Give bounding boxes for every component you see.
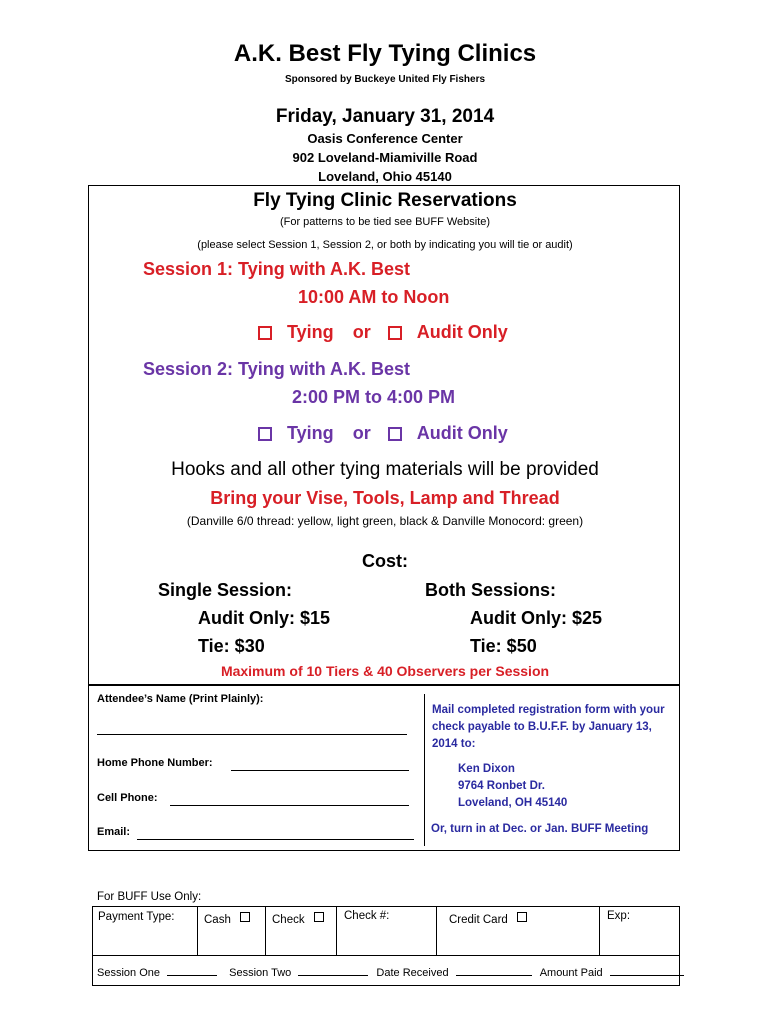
single-audit-price: Audit Only: $15	[198, 608, 331, 628]
date-received-field[interactable]	[456, 975, 532, 976]
date-received-label: Date Received	[376, 967, 449, 979]
session2-audit-checkbox[interactable]	[388, 427, 402, 441]
both-sessions-label: Both Sessions:	[425, 580, 557, 600]
page-title: A.K. Best Fly Tying Clinics	[233, 40, 537, 67]
credit-card-label: Credit Card	[449, 914, 508, 926]
mail-street: 9764 Ronbet Dr.	[458, 780, 545, 792]
session2-time: 2:00 PM to 4:00 PM	[292, 387, 456, 407]
session1-title: Session 1: Tying with A.K. Best	[143, 259, 411, 279]
thread-note: (Danville 6/0 thread: yellow, light green, black & Danville Monocord: green)	[186, 514, 584, 528]
payment-type-label: Payment Type:	[98, 911, 175, 923]
session2-or-label: or	[352, 423, 371, 443]
buff-use-title: For BUFF Use Only:	[97, 891, 202, 903]
mail-instructions: Mail completed registration form with your check payable to B.U.F.F. by January 13, 2014 to:	[432, 704, 665, 750]
venue-street: 902 Loveland-Miamiville Road	[292, 150, 478, 165]
patterns-note: (For patterns to be tied see BUFF Website)	[279, 216, 491, 228]
mail-alternative: Or, turn in at Dec. or Jan. BUFF Meeting	[431, 823, 649, 835]
session-one-field[interactable]	[167, 975, 217, 976]
session-two-field[interactable]	[298, 975, 368, 976]
exp-label: Exp:	[607, 910, 631, 922]
amount-paid-label: Amount Paid	[539, 967, 603, 979]
single-session-label: Single Session:	[158, 580, 293, 600]
table-col-divider	[197, 907, 198, 955]
session1-tying-checkbox[interactable]	[258, 326, 272, 340]
check-checkbox[interactable]	[314, 912, 324, 922]
mail-name: Ken Dixon	[458, 763, 515, 775]
session1-audit-checkbox[interactable]	[388, 326, 402, 340]
session-one-label: Session One	[97, 967, 160, 979]
email-label: Email:	[97, 826, 131, 838]
both-tie-price: Tie: $50	[470, 636, 537, 656]
table-col-divider	[599, 907, 600, 955]
session2-title: Session 2: Tying with A.K. Best	[143, 359, 411, 379]
email-field[interactable]	[137, 825, 414, 840]
session1-options	[258, 322, 508, 343]
home-phone-field[interactable]	[231, 756, 409, 771]
office-use-row	[97, 967, 684, 979]
credit-card-checkbox[interactable]	[517, 912, 527, 922]
cell-phone-field[interactable]	[170, 791, 409, 806]
venue-city: Loveland, Ohio 45140	[318, 169, 452, 184]
credit-card-option	[449, 912, 527, 926]
mail-city: Loveland, OH 45140	[458, 797, 568, 809]
check-option	[272, 912, 324, 926]
table-col-divider	[336, 907, 337, 955]
reservations-title: Fly Tying Clinic Reservations	[253, 190, 517, 211]
table-col-divider	[265, 907, 266, 955]
session2-audit-label: Audit Only	[416, 423, 508, 443]
table-col-divider	[436, 907, 437, 955]
session1-tying-label: Tying	[287, 322, 334, 342]
session2-options	[258, 423, 508, 444]
event-date: Friday, January 31, 2014	[275, 106, 495, 127]
check-number-label: Check #:	[344, 910, 390, 922]
maximum-note: Maximum of 10 Tiers & 40 Observers per Session	[220, 663, 550, 679]
amount-paid-field[interactable]	[610, 975, 684, 976]
section-divider	[424, 694, 425, 846]
session1-audit-label: Audit Only	[416, 322, 508, 342]
bring-note: Bring your Vise, Tools, Lamp and Thread	[210, 488, 560, 508]
cash-label: Cash	[204, 914, 231, 926]
single-tie-price: Tie: $30	[198, 636, 265, 656]
materials-note: Hooks and all other tying materials will be provided	[171, 459, 599, 480]
cash-checkbox[interactable]	[240, 912, 250, 922]
cost-title: Cost:	[362, 551, 408, 571]
session1-time: 10:00 AM to Noon	[298, 287, 450, 307]
session1-or-label: or	[352, 322, 371, 342]
table-row-divider	[93, 955, 679, 956]
sponsor-line: Sponsored by Buckeye United Fly Fishers	[284, 74, 486, 85]
attendee-name-field[interactable]	[97, 722, 407, 735]
attendee-name-label: Attendee’s Name (Print Plainly):	[97, 693, 264, 705]
select-note: (please select Session 1, Session 2, or both by indicating you will tie or audit)	[197, 239, 573, 251]
session-two-label: Session Two	[229, 967, 292, 979]
check-label: Check	[272, 914, 305, 926]
home-phone-label: Home Phone Number:	[97, 757, 213, 769]
session2-tying-label: Tying	[287, 423, 334, 443]
both-audit-price: Audit Only: $25	[470, 608, 603, 628]
cash-option	[204, 912, 250, 926]
session2-tying-checkbox[interactable]	[258, 427, 272, 441]
venue-name: Oasis Conference Center	[307, 131, 463, 146]
cell-phone-label: Cell Phone:	[97, 792, 158, 804]
